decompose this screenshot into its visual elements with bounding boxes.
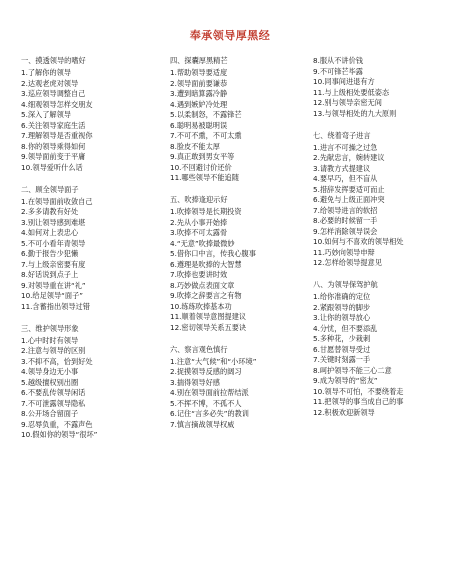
list-item: 9.忍辱负重，不露声色: [21, 419, 93, 429]
list-item: 4.要早巧，但不盲从: [313, 174, 378, 183]
column-2: [170, 56, 310, 442]
list-item: 10.同事间进退有方: [313, 77, 375, 86]
list-item: 2.先从小事开始捧: [170, 217, 228, 227]
list-item: 9.真正敢到男女平等: [170, 152, 235, 161]
column-1: [21, 56, 161, 452]
list-item: 4.分忧，但不要添乱: [313, 323, 378, 333]
list-item: 7.不可泄露领导隐私: [21, 398, 86, 408]
list-item: 10.假如你的领导“很坏”: [21, 430, 98, 439]
list-item: 2.捉摸领导反感的阔习: [170, 367, 242, 376]
list-item: 6.甘愿替领导受过: [313, 344, 371, 354]
list-item: 10.练练吹捧基本功: [170, 301, 232, 311]
list-item: 4.遇到嫉妒冷处理: [170, 99, 228, 109]
section: [313, 131, 453, 269]
section-heading: 五、吹捧逢迎示好: [170, 195, 228, 204]
list-item: 10.领导爱听什么话: [21, 162, 83, 172]
list-item: 11.巧妙向领导申辩: [313, 247, 375, 257]
list-item: 8.呵护领导不能三心二意: [313, 365, 392, 375]
list-item: 4.“无意”吹捧最微妙: [170, 238, 235, 248]
list-item: 1.吹捧领导是长期投资: [170, 207, 242, 216]
list-item: 7.慎言摘战领导权威: [170, 419, 235, 429]
list-item: 5.借你口中言，传我心腹事: [170, 249, 256, 258]
list-item: 3.别让领导感到难堪: [21, 217, 86, 227]
list-item: 8.必要的时候留一手: [313, 216, 378, 225]
list-item: 8.脸皮不能太厚: [170, 141, 220, 151]
list-item: 3.请教方式提建议: [313, 163, 371, 173]
list-item: 12.别与领导亲密无间: [313, 98, 382, 107]
section: [170, 195, 310, 333]
list-item: 5.深入了解领导: [21, 110, 71, 119]
list-item: 9.怎样消除领导误会: [313, 226, 378, 236]
list-item: 4.别在领导面前拉帮结派: [170, 388, 249, 397]
list-item: 2.紧跟领导的脚步: [313, 302, 371, 312]
section: [170, 56, 310, 184]
list-item: 7.给领导进言的软招: [313, 205, 378, 215]
list-item: 6.关注领导家庭生活: [21, 120, 86, 130]
section-heading: 一、摸透领导的嗜好: [21, 56, 86, 65]
list-item: 3.揣得领导好感: [170, 377, 220, 387]
list-item: 10.领导不可怕，不要绕着走: [313, 386, 404, 396]
list-item: 7.关键时刻露一手: [313, 355, 371, 364]
list-item: 3.巡应领导调整自己: [21, 89, 86, 98]
list-item: 7.与上级亲密要有度: [21, 259, 86, 269]
list-item: 3.遭到暗算露冷静: [170, 89, 228, 98]
list-item: 10.如何与不喜欢的领导相处: [313, 237, 404, 246]
document-title: 奉承领导厚黑经: [189, 29, 271, 42]
list-item: 8.巧妙做点表面文章: [170, 280, 235, 290]
list-item: 1.在领导面前收敛自己: [21, 196, 93, 206]
list-item: 1.心中时时有领导: [21, 335, 79, 345]
list-item: 7.不可不熏，不可太熏: [170, 131, 242, 140]
section: [21, 185, 161, 313]
section-heading: 七、绕着弯子进言: [313, 130, 371, 140]
list-item: 9.领导面前变于平庸: [21, 152, 86, 161]
list-item: 12.积极欢迎新领导: [313, 407, 375, 417]
list-item: 2.注意与领导的区别: [21, 346, 86, 355]
column-3: [313, 56, 453, 430]
section: [313, 56, 453, 119]
list-item: 8.你的领导乘得如何: [21, 141, 86, 151]
list-item: 6.遵理是吹捧的大智慧: [170, 259, 242, 269]
list-item: 4.领导身边无小事: [21, 367, 79, 376]
list-item: 2.多多请教有好处: [21, 207, 79, 216]
list-item: 4.如何对上表忠心: [21, 228, 79, 237]
list-item: 1.给你准确的定位: [313, 292, 371, 301]
list-item: 6.避免与上级正面冲突: [313, 195, 385, 204]
section: [21, 324, 161, 441]
list-item: 4.细观领导怎样交朋友: [21, 99, 93, 109]
section-heading: 八、为领导保驾护航: [313, 280, 378, 289]
list-item: 2.领导面前要谦恭: [170, 78, 228, 88]
list-item: 8.好话说到点子上: [21, 270, 79, 279]
list-item: 11.顺着领导意图提建议: [170, 312, 247, 321]
list-item: 1.进言不可操之过急: [313, 142, 378, 152]
list-item: 8.服从不讲价钱: [313, 56, 363, 65]
list-item: 5.措辞发挥要适可而止: [313, 184, 385, 194]
list-item: 5.越级擅权别出圈: [21, 377, 79, 387]
list-item: 2.达观老虎对领导: [21, 78, 79, 88]
list-item: 7.理解领导是否重视你: [21, 131, 93, 140]
list-item: 1.了解你的领导: [21, 68, 71, 77]
list-item: 1.注意“大气候”和“小环境”: [170, 356, 257, 366]
section-heading: 四、探囊厚黑精芒: [170, 56, 228, 65]
list-item: 6.聪明易被聪明误: [170, 120, 228, 130]
list-item: 9.不可锋芒毕露: [313, 66, 363, 76]
list-item: 11.与上级相处要低姿态: [313, 87, 390, 97]
list-item: 8.公开场合留面子: [21, 409, 79, 418]
list-item: 5.多种花，少栽刺: [313, 334, 371, 343]
list-item: 9.吹捧之辞要言之有物: [170, 291, 242, 300]
list-item: 3.不抑不高，恰到好处: [21, 356, 93, 366]
list-item: 10.不回避讨价还价: [170, 162, 232, 172]
list-item: 12.密切领导关系五要诀: [170, 322, 247, 332]
list-item: 10.给足领导“面子”: [21, 291, 84, 300]
section-heading: 六、察言观色慎行: [170, 344, 228, 354]
list-item: 1.帮助领导要适度: [170, 68, 228, 77]
section: [21, 56, 161, 173]
list-item: 6.勤于报告少犯懒: [21, 249, 79, 258]
list-item: 5.不挥不博，不孤不人: [170, 398, 242, 408]
list-item: 11.哪些领导不能追随: [170, 173, 239, 182]
list-item: 3.吹捧不可太露骨: [170, 228, 228, 237]
list-item: 6.记住“言多必失”的教训: [170, 409, 249, 418]
list-item: 13.与领导相处的九大原则: [313, 108, 397, 118]
list-item: 3.让你的领导放心: [313, 313, 371, 322]
list-item: 11.把领导的事当成自己的事: [313, 397, 404, 406]
list-item: 12.怎样给领导提意见: [313, 258, 382, 267]
list-item: 5.不可小看年青领导: [21, 238, 86, 248]
section-heading: 二、顾全领导面子: [21, 184, 79, 194]
list-item: 6.不要乱传领导闲话: [21, 388, 86, 397]
list-item: 9.成为领导的“密友”: [313, 376, 378, 385]
list-item: 5.以柔制怒，不露锋芒: [170, 110, 242, 119]
list-item: 11.含蓄指出领导过错: [21, 301, 90, 311]
section: [313, 280, 453, 418]
section: [170, 345, 310, 431]
list-item: 7.吹捧也要讲时效: [170, 270, 228, 279]
list-item: 2.先献忠言，婉转建议: [313, 153, 385, 162]
list-item: 9.对领导重在讲“礼”: [21, 280, 86, 290]
section-heading: 三、维护领导形象: [21, 323, 79, 333]
